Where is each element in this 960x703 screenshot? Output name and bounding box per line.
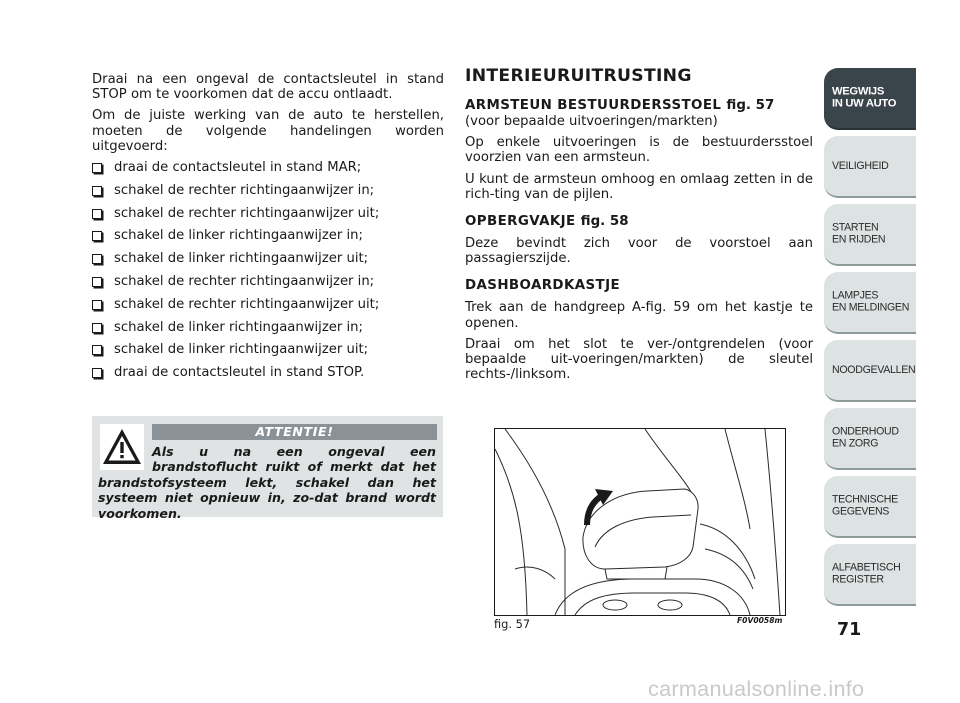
tab-noodgevallen[interactable]: NOODGEVALLEN: [824, 340, 916, 402]
checkbox-bullet-icon: [92, 368, 102, 378]
procedure-step: schakel de linker richtingaanwijzer in;: [92, 320, 444, 335]
checkbox-bullet-icon: [92, 277, 102, 287]
warning-box: [92, 416, 443, 521]
section-heading: INTERIEURUITRUSTING: [465, 66, 692, 86]
watermark: carmanualsonline.info: [648, 676, 865, 701]
checkbox-bullet-icon: [92, 345, 102, 355]
right-column: [465, 66, 813, 388]
checkbox-bullet-icon: [92, 254, 102, 264]
procedure-step: draai de contactsleutel in stand STOP.: [92, 365, 444, 380]
checkbox-bullet-icon: [92, 163, 102, 173]
chapter-tabs: [824, 68, 916, 612]
storage-paragraph: Deze bevindt zich voor de voorstoel aan passagierszijde.: [465, 236, 813, 267]
procedure-step: schakel de rechter richtingaanwijzer uit;: [92, 206, 444, 221]
procedure-steps-list: [92, 160, 444, 380]
armrest-subtitle: (voor bepaalde uitvoeringen/markten): [465, 114, 718, 129]
armrest-paragraph-2: U kunt de armsteun omhoog en omlaag zetten in de rich-ting van de pijlen.: [465, 171, 813, 202]
procedure-step: schakel de rechter richtingaanwijzer in;: [92, 183, 444, 198]
procedure-step: schakel de rechter richtingaanwijzer in;: [92, 274, 444, 289]
glovebox-paragraph-1: Trek aan de handgreep A-fig. 59 om het kastje te openen.: [465, 300, 813, 331]
checkbox-bullet-icon: [92, 209, 102, 219]
armrest-figure: [494, 428, 786, 616]
glovebox-paragraph-2: Draai om het slot te ver-/ontgrendelen (voor bepaalde uit-voeringen/markten) de sleutel rechts-/linksom.: [465, 336, 813, 383]
figure-code: F0V0058m: [737, 616, 783, 625]
left-column: [92, 72, 444, 388]
tab-lampjes[interactable]: LAMPJES EN MELDINGEN: [824, 272, 916, 334]
accident-paragraph: Draai na een ongeval de contactsleutel in stand STOP om te voorkomen dat de accu ontlaadt.: [92, 72, 444, 103]
procedure-step: schakel de linker richtingaanwijzer uit;: [92, 251, 444, 266]
procedure-step: schakel de linker richtingaanwijzer uit;: [92, 342, 444, 357]
restore-paragraph: Om de juiste werking van de auto te herstellen, moeten de volgende handelingen worden uitgevoerd:: [92, 108, 444, 154]
tab-alfabetisch[interactable]: ALFABETISCH REGISTER: [824, 544, 916, 606]
procedure-step: schakel de linker richtingaanwijzer in;: [92, 228, 444, 243]
storage-heading: OPBERGVAKJE fig. 58: [465, 214, 629, 230]
checkbox-bullet-icon: [92, 323, 102, 333]
warning-title: ATTENTIE!: [152, 424, 437, 440]
tab-starten[interactable]: STARTEN EN RIJDEN: [824, 204, 916, 266]
fig-reference: fig. 58: [580, 214, 629, 230]
procedure-step: schakel de rechter richtingaanwijzer uit;: [92, 297, 444, 312]
tab-wegwijs[interactable]: WEGWIJS IN UW AUTO: [824, 68, 916, 130]
armrest-heading: ARMSTEUN BESTUURDERSSTOEL fig. 57: [465, 98, 775, 113]
tab-technische[interactable]: TECHNISCHE GEGEVENS: [824, 476, 916, 538]
checkbox-bullet-icon: [92, 186, 102, 196]
tab-onderhoud[interactable]: ONDERHOUD EN ZORG: [824, 408, 916, 470]
tab-veiligheid[interactable]: VEILIGHEID: [824, 136, 916, 198]
checkbox-bullet-icon: [92, 231, 102, 241]
figure-caption: fig. 57: [494, 617, 531, 631]
warning-text: Als u na een ongeval een brandstoflucht ruikt of merkt dat het brandstofsysteem lekt, schakel dan het systeem niet opnieuw in, zo-dat brand wordt voorkomen.: [98, 444, 436, 521]
glovebox-heading: DASHBOARDKASTJE: [465, 278, 620, 294]
procedure-step: draai de contactsleutel in stand MAR;: [92, 160, 444, 175]
checkbox-bullet-icon: [92, 300, 102, 310]
armrest-illustration: [495, 429, 785, 615]
fig-reference: fig. 57: [726, 98, 775, 113]
armrest-paragraph-1: Op enkele uitvoeringen is de bestuurdersstoel voorzien van een armsteun.: [465, 135, 813, 166]
page-number: 71: [837, 620, 862, 640]
